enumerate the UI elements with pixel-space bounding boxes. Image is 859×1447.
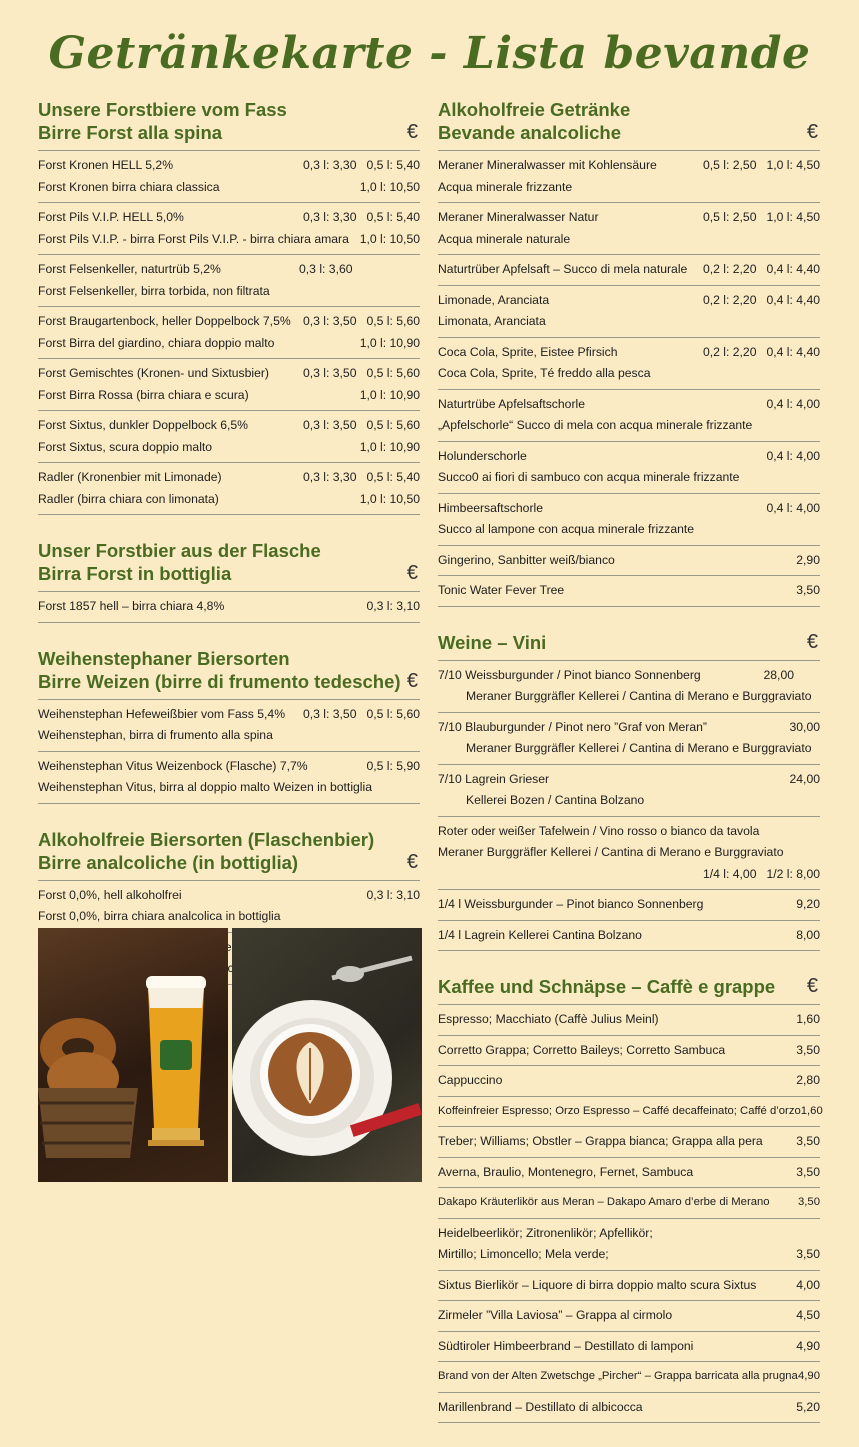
section-title: Weihenstephaner Biersorten Birre Weizen (birre di frumento tedesche)	[38, 647, 401, 692]
euro-icon: €	[406, 121, 418, 143]
list-item: Forst Pils V.I.P. HELL 5,0% 0,3 l: 3,30 0,5 l: 5,40 Forst Pils V.I.P. - birra Forst Pils V.I.P. - birra chiara amara 1,0 l: 10,50	[38, 203, 420, 255]
list-item: Forst Sixtus, dunkler Doppelbock 6,5% 0,3 l: 3,50 0,5 l: 5,60 Forst Sixtus, scura doppio malto 1,0 l: 10,90	[38, 411, 420, 463]
list-item: Weihenstephan Hefeweißbier vom Fass 5,4% 0,3 l: 3,50 0,5 l: 5,60 Weihenstephan, birra di frumento alla spina	[38, 700, 420, 752]
list-item: Forst Braugartenbock, heller Doppelbock 7,5% 0,3 l: 3,50 0,5 l: 5,60 Forst Birra del giardino, chiara doppio malto 1,0 l: 10,90	[38, 307, 420, 359]
cappuccino-illustration	[232, 928, 422, 1182]
list-item: Forst Felsenkeller, naturtrüb 5,2% 0,3 l: 3,60 Forst Felsenkeller, birra torbida, non filtrata	[38, 255, 420, 307]
list-item: 7/10 Lagrein Grieser 24,00 Kellerei Bozen / Cantina Bolzano	[438, 765, 820, 817]
section-coffee-spirits	[438, 975, 823, 1423]
section-bottled-beer	[38, 539, 420, 623]
euro-icon: €	[406, 850, 418, 873]
list-item: Holunderschorle 0,4 l: 4,00 Succo0 ai fiori di sambuco con acqua minerale frizzante	[438, 442, 820, 494]
section-title: Unser Forstbier aus der Flasche Birra Forst in bottiglia	[38, 540, 321, 584]
list-item: Meraner Mineralwasser mit Kohlensäure 0,5 l: 2,50 1,0 l: 4,50 Acqua minerale frizzante	[438, 151, 820, 203]
euro-icon: €	[806, 975, 818, 997]
list-item: Himbeersaftschorle 0,4 l: 4,00 Succo al lampone con acqua minerale frizzante	[438, 494, 820, 546]
section-wines	[438, 631, 820, 952]
list-item: Forst 0,0%, hell alkoholfrei 0,3 l: 3,10 Forst 0,0%, birra chiara analcolica in bottiglia	[38, 881, 420, 933]
list-item: Gingerino, Sanbitter weiß/bianco 2,90	[438, 546, 820, 577]
list-item: Zirmeler ”Villa Laviosa” – Grappa al cirmolo 4,50	[438, 1301, 820, 1332]
list-item: Cappuccino 2,80	[438, 1066, 820, 1097]
list-item: Limonade, Aranciata 0,2 l: 2,20 0,4 l: 4,40 Limonata, Aranciata	[438, 286, 820, 338]
list-item: Marillenbrand – Destillato di albicocca 5,20	[438, 1393, 820, 1424]
menu-title: Getränkekarte - Lista bevande	[48, 28, 811, 79]
list-item: Naturtrüber Apfelsaft – Succo di mela naturale 0,2 l: 2,20 0,4 l: 4,40	[438, 255, 820, 286]
list-item: Radler (Kronenbier mit Limonade) 0,3 l: 3,30 0,5 l: 5,40 Radler (birra chiara con limonata) 1,0 l: 10,50	[38, 463, 420, 515]
list-item: Coca Cola, Sprite, Eistee Pfirsich 0,2 l: 2,20 0,4 l: 4,40 Coca Cola, Sprite, Té freddo alla pesca	[438, 338, 820, 390]
list-item: Averna, Braulio, Montenegro, Fernet, Sambuca 3,50	[438, 1158, 820, 1189]
list-item: Brand von der Alten Zwetschge „Pircher“ – Grappa barricata alla prugna 4,90	[438, 1362, 820, 1393]
list-item: 7/10 Blauburgunder / Pinot nero ”Graf von Meran” 30,00 Meraner Burggräfler Kellerei / Cantina di Merano e Burggraviato	[438, 713, 820, 765]
list-item: Heidelbeerlikör; Zitronenlikör; Apfellikör; Mirtillo; Limoncello; Mela verde; 3,50	[438, 1219, 820, 1271]
list-item: 7/10 Weissburgunder / Pinot bianco Sonnenberg 28,00 Meraner Burggräfler Kellerei / Cantina di Merano e Burggraviato	[438, 661, 820, 713]
euro-icon: €	[406, 669, 418, 692]
list-item: Sixtus Bierlikör – Liquore di birra doppio malto scura Sixtus 4,00	[438, 1271, 820, 1302]
list-item: Dakapo Kräuterlikör aus Meran – Dakapo Amaro d’erbe di Merano 3,50	[438, 1188, 820, 1219]
list-item: 1/4 l Lagrein Kellerei Cantina Bolzano 8,00	[438, 921, 820, 952]
list-item: Forst 1857 hell – birra chiara 4,8% 0,3 l: 3,10	[38, 592, 420, 623]
list-item: 1/4 l Weissburgunder – Pinot bianco Sonnenberg 9,20	[438, 890, 820, 921]
section-soft-drinks	[438, 98, 820, 607]
list-item: Forst Gemischtes (Kronen- und Sixtusbier) 0,3 l: 3,50 0,5 l: 5,60 Forst Birra Rossa (birra chiara e scura) 1,0 l: 10,90	[38, 359, 420, 411]
list-item: Tonic Water Fever Tree 3,50	[438, 576, 820, 607]
left-column	[38, 98, 420, 1009]
euro-icon: €	[406, 562, 418, 584]
right-column	[438, 98, 823, 1447]
list-item: Weihenstephan Vitus Weizenbock (Flasche) 7,7% 0,5 l: 5,90 Weihenstephan Vitus, birra al doppio malto Weizen in bottiglia	[38, 752, 420, 804]
list-item: Espresso; Macchiato (Caffè Julius Meinl) 1,60	[438, 1005, 820, 1036]
euro-icon: €	[806, 630, 818, 653]
section-title: Alkoholfreie Getränke Bevande analcoliche	[438, 99, 631, 143]
list-item: Forst Kronen HELL 5,2% 0,3 l: 3,30 0,5 l: 5,40 Forst Kronen birra chiara classica 1,0 l: 10,50	[38, 151, 420, 203]
euro-icon: €	[806, 121, 818, 143]
section-title: Alkoholfreie Biersorten (Flaschenbier) Birre analcoliche (in bottiglia)	[38, 828, 375, 873]
list-item: Koffeinfreier Espresso; Orzo Espresso – Caffé decaffeinato; Caffé d’orzo 1,60	[438, 1097, 820, 1128]
beer-glass-illustration	[38, 928, 228, 1182]
list-item: Naturtrübe Apfelsaftschorle 0,4 l: 4,00 „Apfelschorle“ Succo di mela con acqua minerale frizzante	[438, 390, 820, 442]
section-title: Kaffee und Schnäpse – Caffè e grappe	[438, 976, 776, 997]
section-weizen-beer	[38, 647, 420, 804]
list-item: Treber; Williams; Obstler – Grappa bianca; Grappa alla pera 3,50	[438, 1127, 820, 1158]
section-title: Unsere Forstbiere vom Fass Birre Forst alla spina	[38, 99, 287, 143]
list-item: Meraner Mineralwasser Natur 0,5 l: 2,50 1,0 l: 4,50 Acqua minerale naturale	[438, 203, 820, 255]
list-item: Roter oder weißer Tafelwein / Vino rosso o bianco da tavola Meraner Burggräfler Kellerei / Cantina di Merano e Burggraviato 1/4 l: 4,00 1/2 l: 8,00	[438, 817, 820, 891]
section-title: Weine – Vini	[438, 631, 547, 653]
photo-strip	[38, 928, 422, 1182]
section-draught-beer	[38, 98, 420, 515]
list-item: Südtiroler Himbeerbrand – Destillato di lamponi 4,90	[438, 1332, 820, 1363]
cappuccino-photo	[232, 928, 422, 1182]
beer-pretzel-photo	[38, 928, 228, 1182]
list-item: Corretto Grappa; Corretto Baileys; Corretto Sambuca 3,50	[438, 1036, 820, 1067]
